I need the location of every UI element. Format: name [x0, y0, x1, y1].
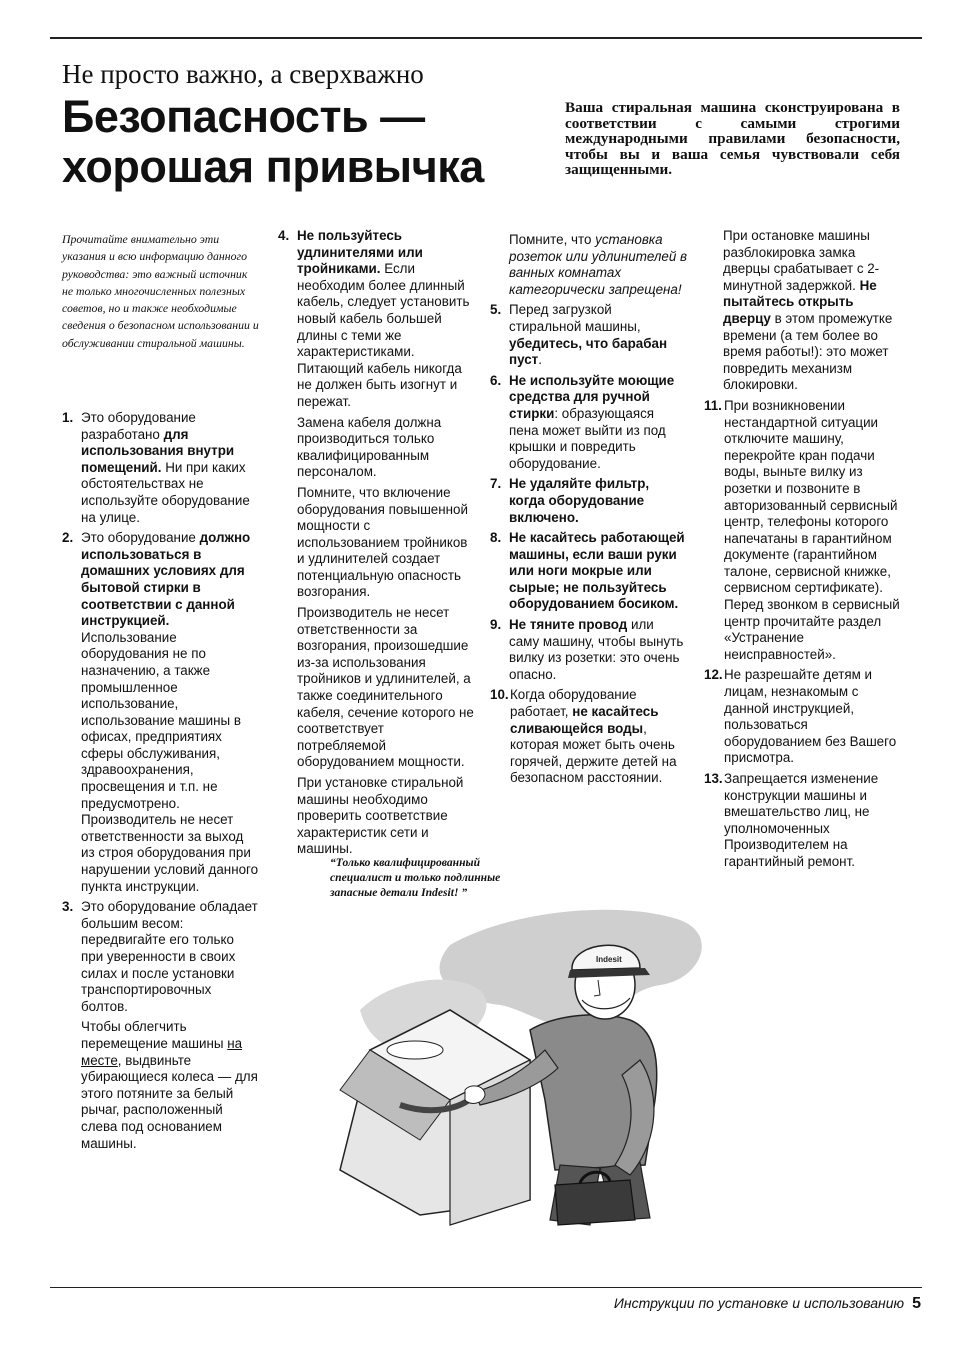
safety-item-12 — [704, 667, 900, 767]
safety-item-10 — [490, 687, 687, 787]
safety-item-4 — [278, 228, 474, 858]
item-text: Помните, что — [509, 232, 596, 247]
item-emphasis: убедитесь, что барабан пуст — [509, 335, 668, 368]
column-2 — [278, 228, 474, 862]
item-text: , выдвиньте убирающиеся колеса — для этого потяните за белый рычаг, расположенный слева под основанием машины. — [81, 1052, 258, 1151]
bottom-rule — [50, 1287, 922, 1288]
technician-quote: “Только квалифицированный специалист и только подлинные запасные детали Indesit! ” — [330, 856, 501, 899]
item-italic: установка розеток или удлинителей в ванных комнатах категорически запрещена! — [509, 232, 688, 297]
item-text: Чтобы облегчить перемещение машины — [81, 1019, 228, 1051]
item-text: При остановке машины разблокировка замка дверцы срабатывает с 2-минутной задержкой. — [723, 228, 880, 293]
item-text: Не разрешайте детям и лицам, незнакомым с данной инструкцией, пользоваться оборудованием без Вашего присмотра. — [724, 667, 897, 766]
item-text: Ни при каких обстоятельствах не используйте оборудование на улице. — [81, 459, 250, 525]
page-title — [62, 92, 484, 192]
top-rule — [50, 37, 922, 39]
item-emphasis: Не пользуйтесь удлинителями или тройниками. — [297, 228, 423, 277]
item-10-continued — [704, 228, 900, 394]
item-number: 12. — [704, 667, 723, 683]
item-number: 1. — [62, 410, 74, 425]
item-number: 11. — [704, 397, 722, 413]
safety-item-6 — [490, 373, 687, 473]
item-number: 9. — [490, 617, 502, 633]
item-4-continued — [490, 232, 687, 298]
item-text: в этом промежутке времени (а тем более во время работы!): это может повредить механизм блокировки. — [723, 310, 893, 393]
column-4 — [704, 228, 900, 875]
safety-item-3 — [62, 899, 259, 1152]
column-3 — [490, 232, 687, 791]
technician-illustration — [300, 900, 720, 1230]
item-text: Это оборудование — [81, 530, 200, 546]
title-line-1: Безопасность — — [62, 91, 425, 142]
item-text: Перед загрузкой стиральной машины, — [509, 302, 641, 334]
column-1 — [62, 410, 259, 1156]
item-number: 2. — [62, 530, 74, 546]
item-emphasis: Не используйте моющие средства для ручной стирки — [509, 372, 675, 421]
item-underline: на месте — [81, 1035, 243, 1068]
safety-item-8 — [490, 530, 687, 613]
item-number: 4. — [278, 228, 290, 243]
item-emphasis: должно использоваться в домашних условиях для бытовой стирки в соответствии с данной инструкцией. — [81, 530, 251, 629]
intro-paragraph: Прочитайте внимательно эти указания и всю информацию данного руководства: это важный источник не только многочисленных полезных советов, но и также необходимые сведения о безопасном использовании и обслуживании стиральной машины. — [62, 232, 259, 350]
item-text: Запрещается изменение конструкции машины и вмешательство лиц, не уполномоченных Производителем на гарантийный ремонт. — [724, 771, 879, 869]
item-text: Если необходим более длинный кабель, следует установить новый кабель большей длины с теми же характеристиками. Питающий кабель никогда не должен быть изогнут и пережат. — [297, 261, 470, 409]
item-paragraph — [297, 228, 474, 411]
item-text: Это оборудование обладает большим весом: передвигайте его только при уверенности в своих силах и после установки транспортировочных болтов. — [81, 899, 258, 1014]
item-text: При возникновении нестандартной ситуации отключите машину, перекройте кран подачи воды, выньте вилку из розетки и позвоните в авторизованный сервисный центр, телефоны которого напечатаны в гарантийном документе (гарантийном талоне, сервисной книжке, сервисном сертификате). Перед звонком в сервисный центр прочитайте раздел «Устранение неисправностей». — [724, 397, 900, 662]
item-number: 7. — [490, 476, 502, 492]
safety-item-5 — [490, 302, 687, 368]
item-number: 8. — [490, 530, 502, 546]
footer-title: Инструкции по установке и использованию — [613, 1295, 905, 1311]
page-number: 5 — [912, 1295, 921, 1312]
item-emphasis: Не удаляйте фильтр, когда оборудование включено. — [509, 476, 650, 525]
item-number: 13. — [704, 771, 723, 786]
item-text: Это оборудование разработано — [81, 410, 196, 442]
item-text: : образующаяся пена может выйти из под крышки и повредить оборудование. — [509, 405, 666, 471]
item-number: 6. — [490, 372, 502, 388]
safety-item-13 — [704, 771, 900, 871]
lead-paragraph: Ваша стиральная машина сконструирована в соответствии с самыми строгими международными правилами безопасности, чтобы вы и ваша семья чувствовали себя защищенными. — [565, 99, 900, 179]
item-emphasis: Не пытайтесь открыть дверцу — [723, 277, 877, 326]
title-line-2: хорошая привычка — [62, 141, 484, 192]
item-paragraph: Замена кабеля должна производиться только квалифицированным персоналом. — [297, 414, 442, 480]
item-text: Использование оборудования не по назначению, а также промышленное использование, использование машины в офисах, предприятиях сферы обслуживания, здравоохранения, просвещения и т.п. не предусмотрено. Производитель не несет ответственности за выход из строя оборудования при нарушении условий данного пункта инструкции. — [81, 629, 259, 894]
safety-item-2 — [62, 530, 259, 895]
item-paragraph: Помните, что включение оборудования повышенной мощности с использованием тройников и удлинителей создает потенциальную опасность возгорания. — [297, 484, 468, 600]
item-emphasis: для использования внутри помещений. — [81, 426, 235, 475]
safety-item-11 — [704, 398, 900, 664]
cap-logo: Indesit — [596, 955, 622, 964]
item-emphasis: Не тяните провод — [509, 617, 628, 633]
page-subtitle: Не просто важно, а сверхважно — [62, 59, 424, 89]
item-text: Когда оборудование работает, — [510, 687, 637, 720]
item-text: . — [538, 352, 542, 368]
item-text: или саму машину, чтобы вынуть вилку из розетки: это очень опасно. — [509, 617, 684, 682]
item-number: 5. — [490, 302, 502, 318]
safety-item-9 — [490, 617, 687, 683]
item-emphasis: Не касайтесь работающей машины, если ваши руки или ноги мокрые или сырые; не пользуйтесь оборудованием босиком. — [509, 530, 685, 612]
safety-item-7 — [490, 476, 687, 526]
item-text: , которая может быть очень горячей, держите детей на безопасном расстоянии. — [510, 720, 677, 786]
item-number: 3. — [62, 899, 74, 915]
item-paragraph — [81, 1019, 259, 1152]
item-number: 10. — [490, 687, 509, 703]
page-footer — [614, 1292, 921, 1315]
safety-item-1 — [62, 410, 259, 526]
item-paragraph: При установке стиральной машины необходимо проверить соответствие характеристик сети и машины. — [297, 775, 464, 857]
item-paragraph: Производитель не несет ответственности за возгорания, произошедшие из-за использования тройников и удлинителей, а также соединительного кабеля, сечение которого не соответствует потребляемой оборудованием мощности. — [297, 605, 474, 770]
item-emphasis: не касайтесь сливающейся воды — [510, 704, 659, 736]
